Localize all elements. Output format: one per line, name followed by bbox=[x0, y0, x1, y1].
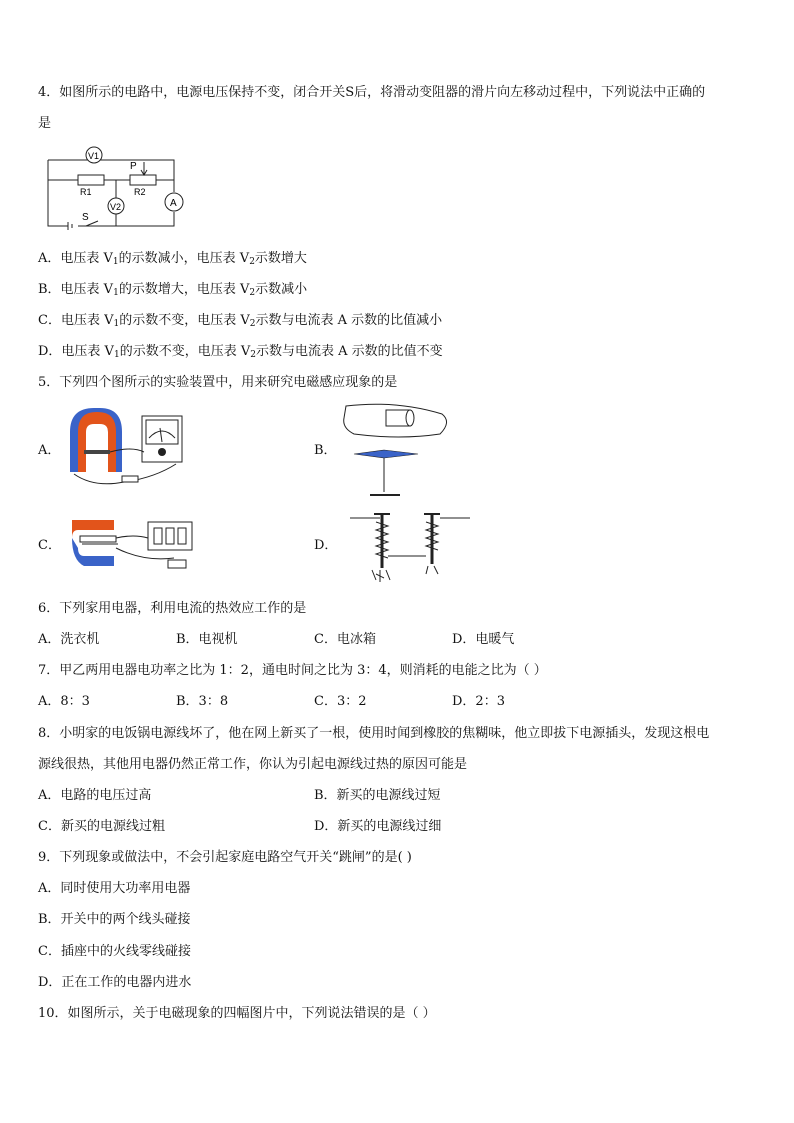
r1-label: R1 bbox=[80, 187, 92, 197]
q9-option-a: A．同时使用大功率用电器 bbox=[38, 881, 191, 896]
q5-label-d: D． bbox=[314, 538, 338, 553]
q9-option-d: D．正在工作的电器内进水 bbox=[38, 975, 192, 990]
q5-label-a: A． bbox=[38, 443, 61, 458]
q4-option-c: C．电压表 $V_1$的示数不变，电压表 $V_2$示数与电流表 A 示数的比值减小 bbox=[38, 313, 443, 329]
q9-option-b: B．开关中的两个线头碰接 bbox=[38, 912, 191, 927]
q4-option-a: A．电压表 $V_1$的示数减小，电压表 $V_2$示数增大 bbox=[38, 251, 307, 267]
q5-label-b: B． bbox=[314, 443, 337, 458]
q6-option-d: D．电暖气 bbox=[452, 632, 515, 647]
q8-option-a: A．电路的电压过高 bbox=[38, 788, 152, 803]
q7-option-d: D．2：3 bbox=[452, 694, 505, 709]
q4-option-d: D．电压表 $V_1$的示数不变，电压表 $V_2$示数与电流表 A 示数的比值不变 bbox=[38, 344, 443, 360]
q5-stem: 5．下列四个图所示的实验装置中，用来研究电磁感应现象的是 bbox=[38, 375, 398, 390]
q6-option-c: C．电冰箱 bbox=[314, 632, 376, 647]
q7-stem: 7．甲乙两用电器电功率之比为 1：2，通电时间之比为 3：4，则消耗的电能之比为（ ） bbox=[38, 663, 547, 678]
q8-option-b: B．新买的电源线过短 bbox=[314, 788, 441, 803]
q7-option-a: A．8：3 bbox=[38, 694, 90, 709]
q6-option-b: B．电视机 bbox=[176, 632, 238, 647]
q5-figure-d bbox=[340, 508, 475, 584]
q5-figure-c bbox=[64, 508, 199, 580]
q10-stem: 10．如图所示，关于电磁现象的四幅图片中，下列说法错误的是（ ） bbox=[38, 1006, 436, 1021]
q8-option-d: D．新买的电源线过细 bbox=[314, 819, 442, 834]
a-label: A bbox=[170, 198, 177, 209]
q8-option-c: C．新买的电源线过粗 bbox=[38, 819, 165, 834]
q5-figure-a bbox=[64, 402, 194, 490]
q5-figure-b bbox=[340, 400, 455, 500]
q9-option-c: C．插座中的火线零线碰接 bbox=[38, 944, 191, 959]
q7-option-c: C．3：2 bbox=[314, 694, 367, 709]
s-label: S bbox=[82, 212, 89, 223]
q8-stem-line1: 8．小明家的电饭锅电源线坏了，他在网上新买了一根，使用时闻到橡胶的焦糊味，他立即拔下电源插头，发现这根电 bbox=[38, 726, 710, 741]
q4-circuit-diagram bbox=[38, 140, 188, 232]
q4-stem-line1: 4．如图所示的电路中，电源电压保持不变，闭合开关S后，将滑动变阻器的滑片向左移动过程中，下列说法中正确的 bbox=[38, 85, 706, 100]
q9-stem: 9．下列现象或做法中，不会引起家庭电路空气开关“跳闸”的是( ) bbox=[38, 850, 412, 865]
q4-option-b: B．电压表 $V_1$的示数增大，电压表 $V_2$示数减小 bbox=[38, 282, 308, 298]
p-label: P bbox=[130, 161, 137, 172]
q4-stem-line2: 是 bbox=[38, 116, 52, 131]
q5-label-c: C． bbox=[38, 538, 61, 553]
q6-stem: 6．下列家用电器，利用电流的热效应工作的是 bbox=[38, 601, 307, 616]
q8-stem-line2: 源线很热，其他用电器仍然正常工作，你认为引起电源线过热的原因可能是 bbox=[38, 757, 468, 772]
v1-label: V1 bbox=[88, 151, 100, 161]
v2-label: V2 bbox=[110, 202, 122, 212]
q7-option-b: B．3：8 bbox=[176, 694, 229, 709]
r2-label: R2 bbox=[134, 187, 146, 197]
q6-option-a: A．洗衣机 bbox=[38, 632, 100, 647]
